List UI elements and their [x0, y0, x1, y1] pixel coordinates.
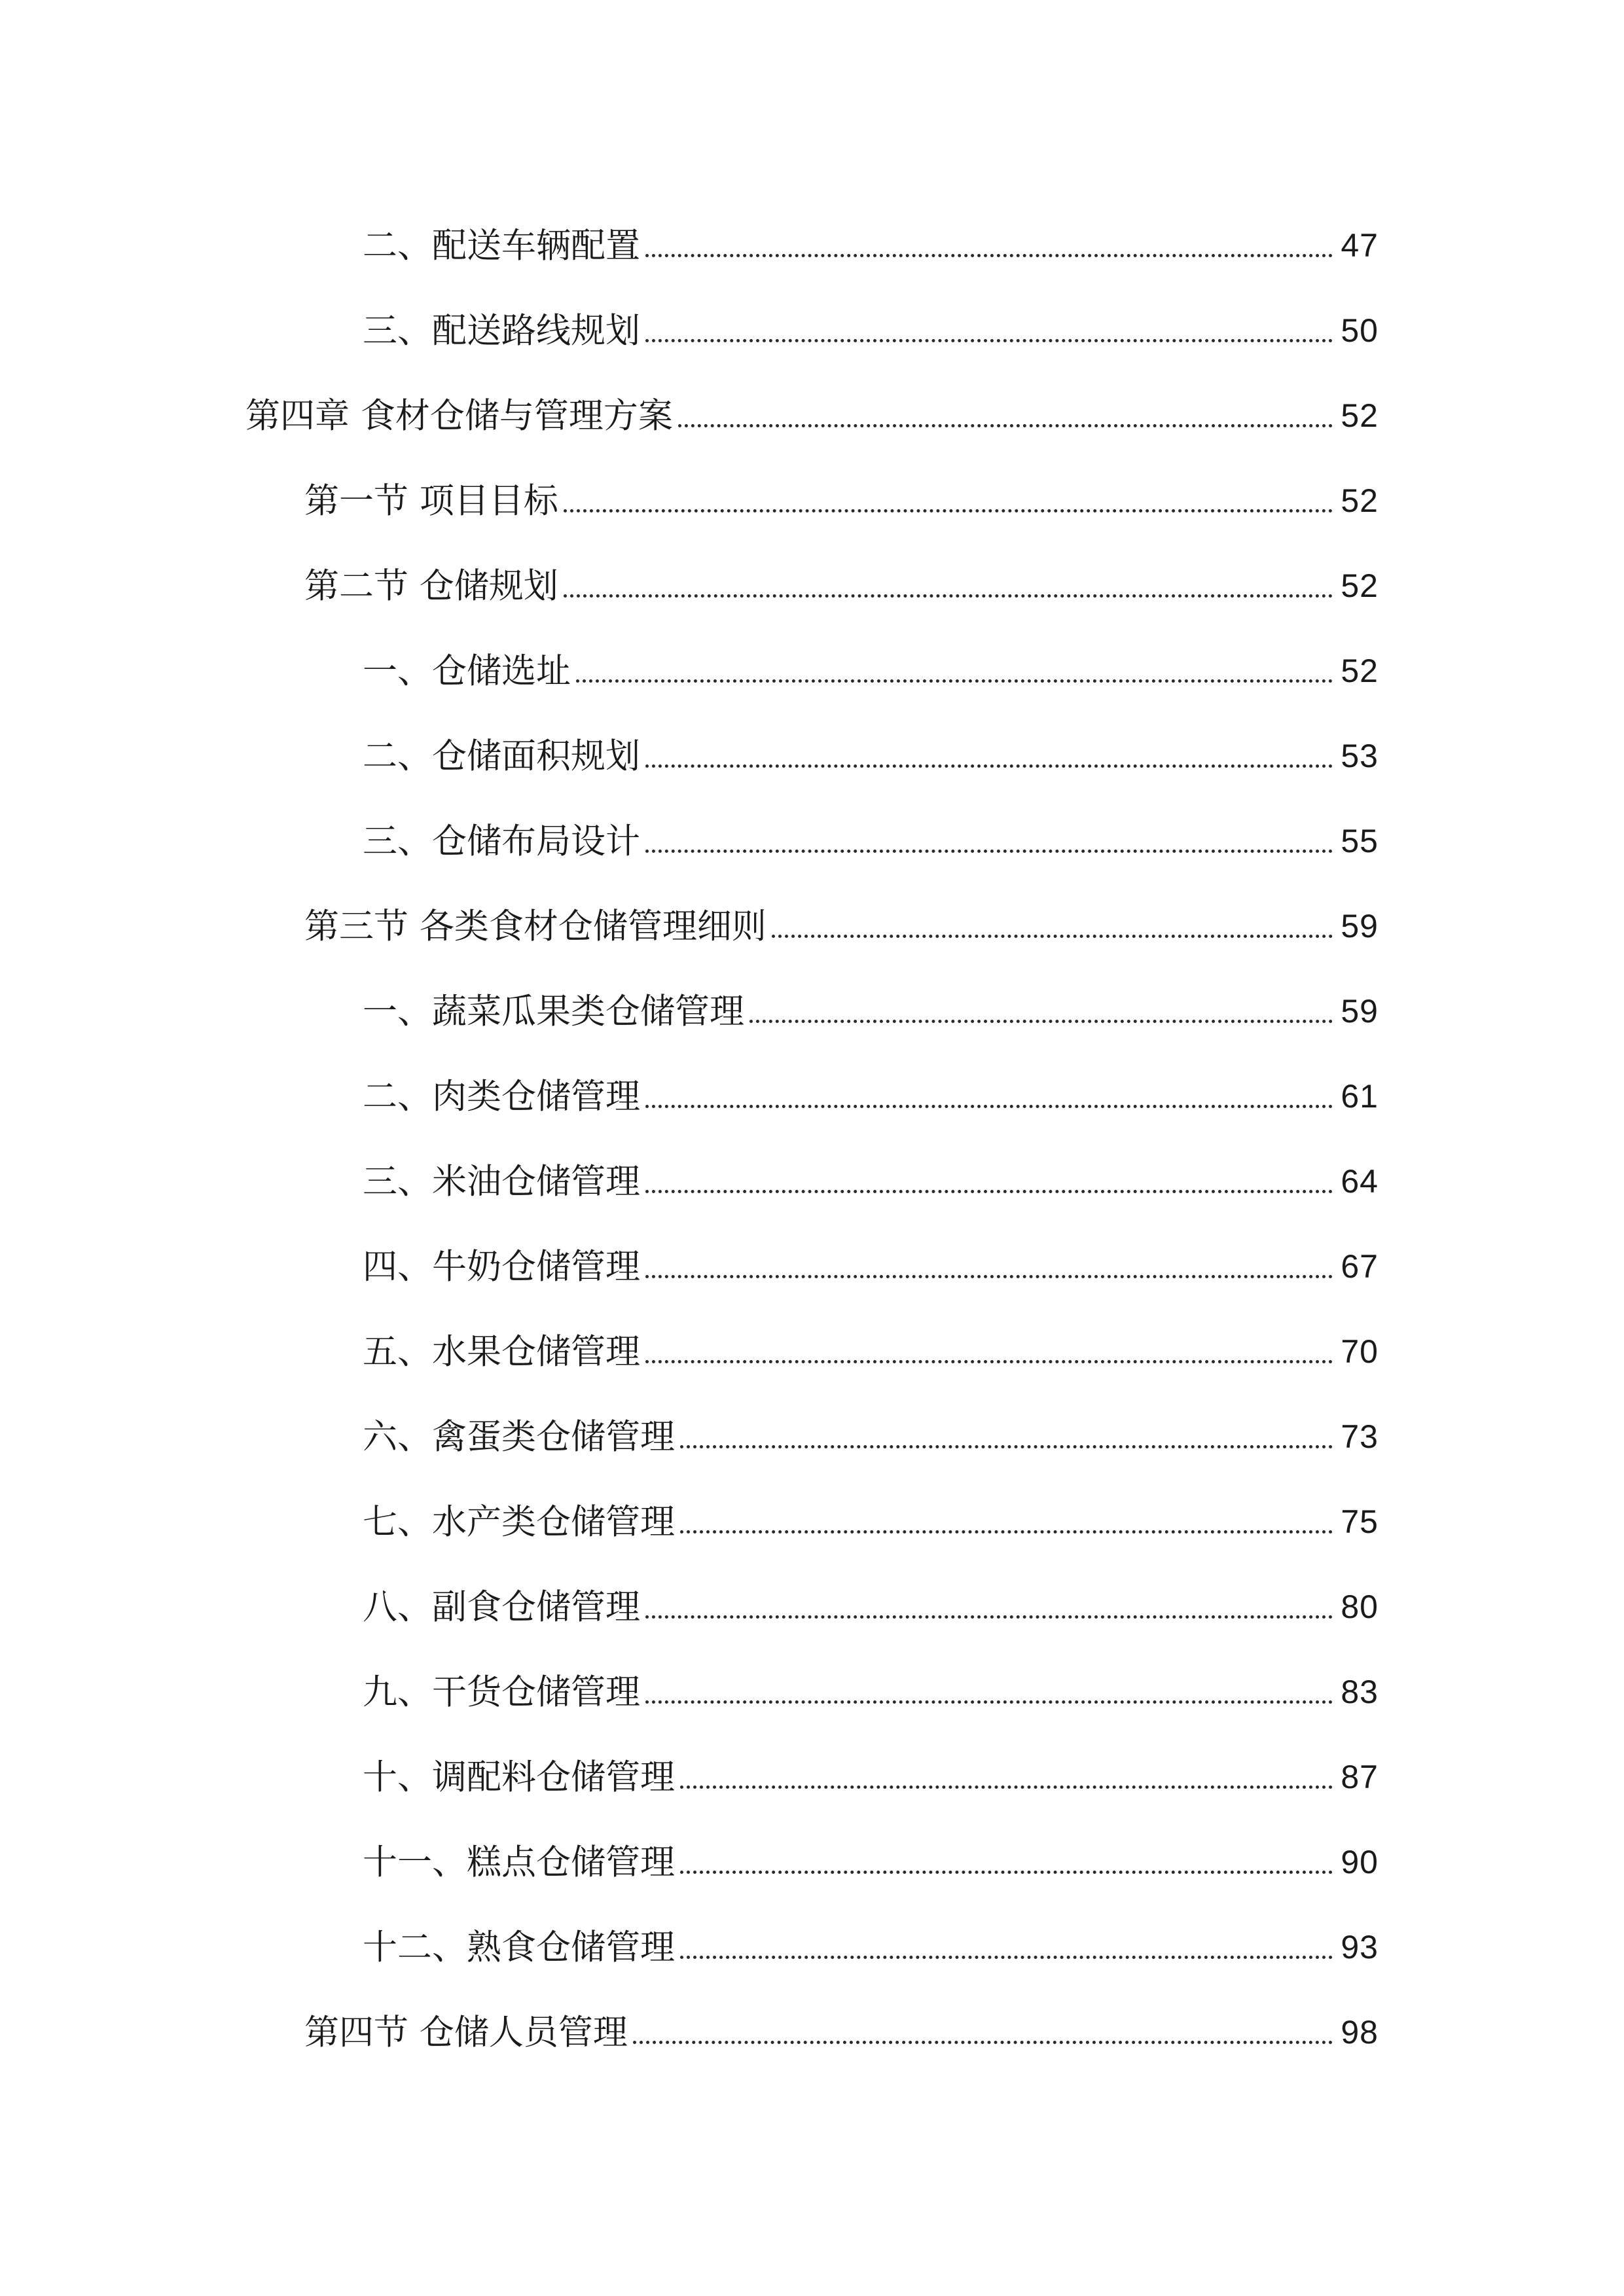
toc-dot-leader [645, 1102, 1333, 1108]
toc-entry-title: 五、水果仓储管理 [363, 1331, 640, 1372]
toc-entry-title: 六、禽蛋类仓储管理 [363, 1416, 675, 1457]
toc-entry[interactable] [0, 1905, 1624, 1990]
toc-dot-leader [678, 422, 1333, 427]
toc-entry-section[interactable] [0, 884, 1624, 969]
toc-page-number: 64 [1341, 1163, 1379, 1200]
toc-entry[interactable] [0, 1564, 1624, 1649]
toc-dot-leader [645, 1272, 1333, 1278]
toc-entry-chapter[interactable] [0, 373, 1624, 458]
toc-entry[interactable] [0, 1394, 1624, 1479]
toc-dot-leader [645, 1357, 1333, 1363]
toc-page-number: 98 [1341, 2014, 1379, 2051]
toc-entry-title: 第三节 各类食材仓储管理细则 [304, 906, 767, 946]
toc-entry[interactable] [0, 1820, 1624, 1905]
toc-entry[interactable] [0, 798, 1624, 884]
toc-entry-title: 二、肉类仓储管理 [363, 1076, 640, 1117]
toc-entry-title: 三、仓储布局设计 [363, 821, 640, 861]
toc-entry-title: 九、干货仓储管理 [363, 1672, 640, 1712]
toc-dot-leader [645, 1698, 1333, 1704]
toc-page-number: 90 [1341, 1844, 1379, 1880]
toc-page-number: 73 [1341, 1418, 1379, 1455]
toc-entry[interactable] [0, 1309, 1624, 1394]
toc-entry-title: 三、米油仓储管理 [363, 1161, 640, 1202]
table-of-contents [0, 203, 1624, 2075]
toc-dot-leader [645, 1187, 1333, 1193]
toc-entry[interactable] [0, 713, 1624, 798]
toc-entry[interactable] [0, 1734, 1624, 1820]
toc-page-number: 55 [1341, 823, 1379, 859]
toc-entry-title: 十、调配料仓储管理 [363, 1757, 675, 1797]
toc-page-number: 50 [1341, 312, 1379, 349]
toc-page-number: 61 [1341, 1078, 1379, 1115]
toc-dot-leader [564, 507, 1333, 512]
toc-dot-leader [680, 1868, 1333, 1874]
toc-entry-title: 四、牛奶仓储管理 [363, 1246, 640, 1287]
toc-entry[interactable] [0, 1139, 1624, 1224]
toc-dot-leader [576, 677, 1333, 683]
toc-dot-leader [772, 932, 1333, 938]
toc-entry-title: 八、副食仓储管理 [363, 1587, 640, 1627]
toc-page-number: 59 [1341, 993, 1379, 1030]
toc-page-number: 52 [1341, 653, 1379, 689]
toc-page-number: 47 [1341, 227, 1379, 264]
toc-page-number: 75 [1341, 1503, 1379, 1540]
toc-entry[interactable] [0, 1054, 1624, 1139]
toc-page-number: 52 [1341, 567, 1379, 604]
toc-entry-title: 二、仓储面积规划 [363, 736, 640, 776]
toc-dot-leader [680, 1443, 1333, 1448]
toc-entry-title: 十一、糕点仓储管理 [363, 1842, 675, 1882]
toc-entry-title: 第四章 食材仓储与管理方案 [245, 395, 673, 436]
toc-dot-leader [680, 1953, 1333, 1959]
toc-dot-leader [645, 251, 1333, 257]
toc-page-number: 67 [1341, 1248, 1379, 1285]
toc-entry[interactable] [0, 1649, 1624, 1734]
toc-entry-title: 第一节 项目目标 [304, 480, 558, 521]
toc-entry[interactable] [0, 1479, 1624, 1564]
toc-entry-title: 三、配送路线规划 [363, 310, 640, 351]
toc-entry-section[interactable] [0, 543, 1624, 628]
toc-dot-leader [633, 2038, 1333, 2044]
toc-dot-leader [645, 847, 1333, 853]
toc-entry[interactable] [0, 288, 1624, 373]
toc-entry-section[interactable] [0, 458, 1624, 543]
toc-entry[interactable] [0, 969, 1624, 1054]
toc-page-number: 93 [1341, 1929, 1379, 1965]
toc-page-number: 53 [1341, 738, 1379, 774]
toc-dot-leader [564, 592, 1333, 598]
toc-dot-leader [645, 762, 1333, 768]
toc-dot-leader [680, 1783, 1333, 1789]
toc-entry-title: 一、蔬菜瓜果类仓储管理 [363, 991, 744, 1031]
toc-page-number: 59 [1341, 908, 1379, 944]
toc-entry-title: 第二节 仓储规划 [304, 565, 558, 606]
toc-dot-leader [645, 1613, 1333, 1619]
toc-entry[interactable] [0, 628, 1624, 713]
toc-entry-title: 二、配送车辆配置 [363, 225, 640, 266]
toc-entry-title: 七、水产类仓储管理 [363, 1501, 675, 1542]
toc-entry-title: 一、仓储选址 [363, 651, 571, 691]
toc-page-number: 83 [1341, 1674, 1379, 1710]
toc-entry[interactable] [0, 203, 1624, 288]
toc-page-number: 87 [1341, 1759, 1379, 1795]
toc-page-number: 70 [1341, 1333, 1379, 1370]
toc-dot-leader [680, 1528, 1333, 1534]
toc-page-number: 52 [1341, 482, 1379, 519]
toc-entry[interactable] [0, 1224, 1624, 1309]
toc-dot-leader [645, 336, 1333, 342]
toc-entry-section[interactable] [0, 1990, 1624, 2075]
toc-page-number: 80 [1341, 1588, 1379, 1625]
toc-entry-title: 第四节 仓储人员管理 [304, 2012, 628, 2053]
toc-dot-leader [749, 1017, 1333, 1023]
toc-page-number: 52 [1341, 397, 1379, 434]
toc-entry-title: 十二、熟食仓储管理 [363, 1927, 675, 1967]
